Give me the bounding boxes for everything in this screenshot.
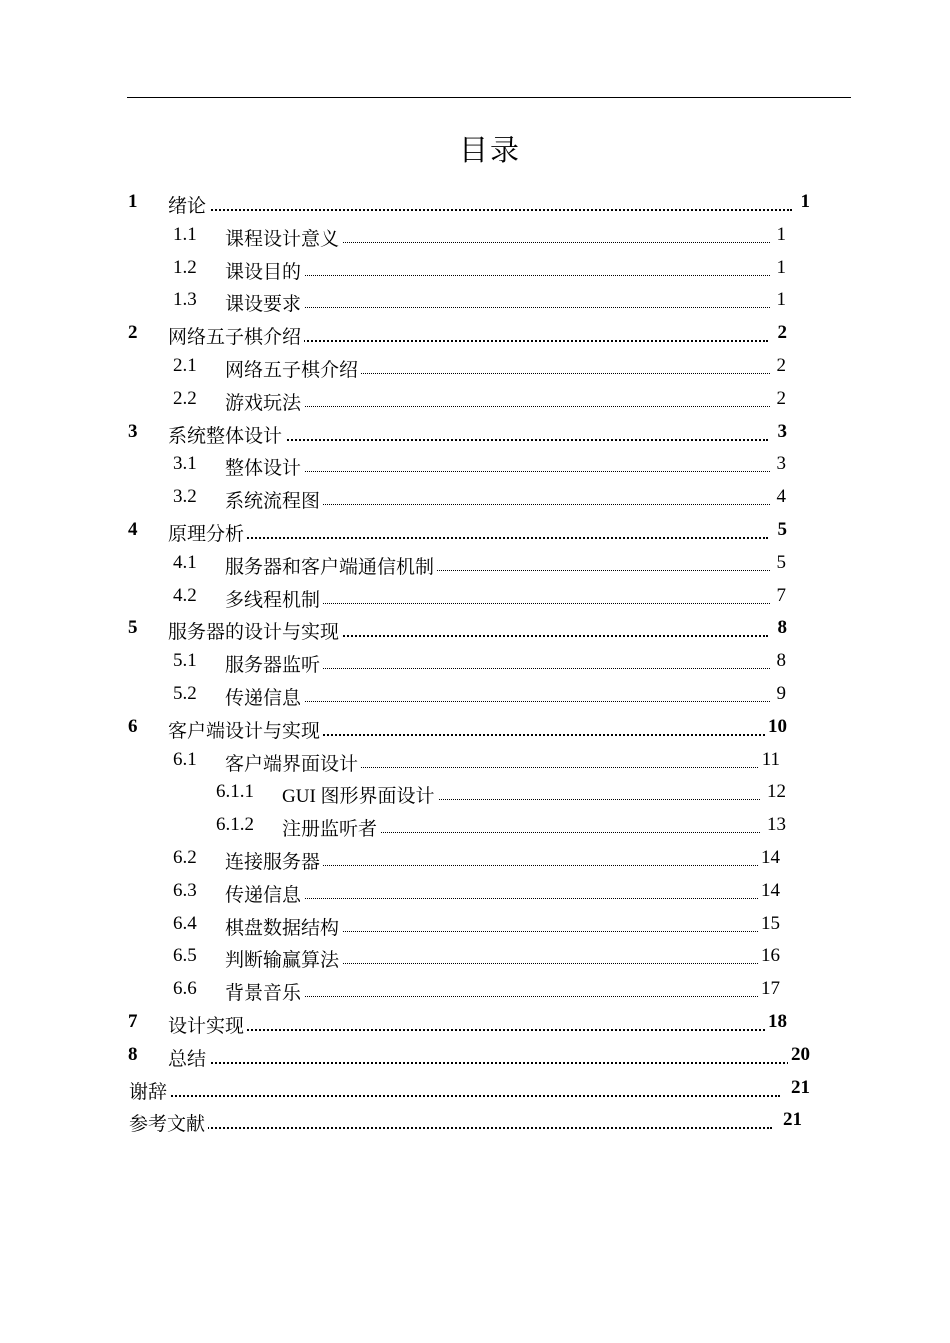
toc-entry-page: 3 [775, 421, 788, 443]
toc-entry-page: 2 [775, 322, 788, 344]
toc-entry-page: 13 [764, 814, 786, 836]
dot-leader [172, 537, 768, 539]
toc-entry-label: 网络五子棋介绍 [225, 355, 361, 382]
toc-entry-label: 整体设计 [225, 453, 304, 480]
toc-entry-label: 课设目的 [225, 257, 304, 284]
toc-entry-label: 谢辞 [129, 1077, 170, 1104]
toc-entry-label: 原理分析 [168, 519, 247, 546]
dot-leader [172, 1029, 768, 1031]
toc-entry-number: 6.4 [173, 912, 197, 934]
toc-entry-number: 5 [128, 617, 138, 639]
toc-entry[interactable] [0, 1105, 950, 1138]
toc-entry[interactable] [0, 1007, 950, 1040]
toc-entry-label: 游戏玩法 [225, 388, 304, 415]
toc-entry[interactable] [0, 482, 950, 515]
toc-entry-number: 2.1 [173, 354, 197, 376]
toc-entry-label: 传递信息 [225, 683, 304, 710]
dot-leader [230, 996, 760, 997]
dot-leader [230, 471, 770, 472]
toc-entry-label: 多线程机制 [225, 585, 323, 612]
table-of-contents [0, 187, 950, 1138]
page-title: 目录 [458, 135, 521, 167]
toc-entry-page: 3 [774, 453, 787, 475]
toc-entry[interactable] [0, 613, 950, 646]
toc-entry[interactable] [0, 220, 950, 253]
dot-leader [230, 701, 770, 702]
toc-entry-page: 5 [774, 552, 787, 574]
toc-entry-label: 课程设计意义 [225, 224, 342, 251]
toc-entry-number: 1.2 [173, 256, 197, 278]
toc-entry-number: 4.2 [173, 584, 197, 606]
toc-entry-number: 6.3 [173, 879, 197, 901]
toc-entry-number: 1.1 [173, 223, 197, 245]
toc-entry-number: 6.1.1 [216, 781, 254, 803]
toc-entry-page: 2 [774, 355, 787, 377]
toc-entry-number: 3.1 [173, 453, 197, 475]
toc-entry-number: 5.1 [173, 650, 197, 672]
toc-entry-label: 服务器的设计与实现 [168, 617, 342, 644]
toc-entry-label: 背景音乐 [225, 978, 304, 1005]
toc-entry-page: 8 [775, 617, 788, 639]
toc-entry-page: 5 [775, 519, 788, 541]
dot-leader [230, 307, 770, 308]
toc-entry-number: 6.1.2 [216, 814, 254, 836]
toc-entry-label: 绪论 [168, 191, 209, 218]
dot-leader [230, 406, 770, 407]
toc-entry-page: 21 [788, 1077, 810, 1099]
toc-entry[interactable] [0, 843, 950, 876]
toc-entry-label: 参考文献 [129, 1109, 208, 1136]
toc-entry[interactable] [0, 876, 950, 909]
toc-entry-number: 4 [128, 518, 138, 540]
toc-entry-number: 6 [128, 715, 138, 737]
toc-entry[interactable] [0, 974, 950, 1007]
toc-entry[interactable] [0, 318, 950, 351]
toc-entry-page: 14 [758, 880, 780, 902]
toc-entry-page: 15 [758, 913, 780, 935]
toc-entry-number: 2 [128, 322, 138, 344]
toc-entry-label: 判断输赢算法 [225, 945, 342, 972]
toc-entry-number: 8 [128, 1043, 138, 1065]
toc-entry-label: 设计实现 [168, 1011, 247, 1038]
toc-entry-label: 棋盘数据结构 [225, 913, 342, 940]
dot-leader [230, 275, 770, 276]
toc-entry-number: 5.2 [173, 682, 197, 704]
dot-leader [132, 1095, 780, 1097]
toc-entry-number: 3 [128, 420, 138, 442]
toc-entry-page: 1 [774, 289, 787, 311]
toc-entry-page: 20 [788, 1044, 810, 1066]
toc-entry[interactable] [0, 679, 950, 712]
toc-entry-page: 9 [774, 683, 787, 705]
toc-entry-page: 4 [774, 486, 787, 508]
toc-entry[interactable] [0, 941, 950, 974]
toc-entry[interactable] [0, 449, 950, 482]
toc-entry-page: 1 [774, 257, 787, 279]
toc-entry-label: 服务器监听 [225, 650, 323, 677]
toc-entry[interactable] [0, 745, 950, 778]
toc-entry[interactable] [0, 581, 950, 614]
toc-entry-number: 6.1 [173, 748, 197, 770]
toc-entry[interactable] [0, 810, 950, 843]
toc-entry-page: 12 [764, 781, 786, 803]
toc-entry[interactable] [0, 417, 950, 450]
toc-entry-page: 8 [774, 650, 787, 672]
toc-entry-number: 1 [128, 191, 138, 212]
toc-entry[interactable] [0, 1040, 950, 1073]
toc-entry[interactable] [0, 515, 950, 548]
toc-entry-number: 6.6 [173, 978, 197, 1000]
header-rule [127, 97, 851, 98]
toc-entry-page: 1 [798, 191, 811, 213]
toc-entry-page: 21 [780, 1109, 802, 1131]
toc-entry-number: 6.2 [173, 846, 197, 868]
toc-entry-page: 18 [765, 1011, 787, 1033]
toc-entry[interactable] [0, 712, 950, 745]
toc-entry-label: 网络五子棋介绍 [168, 322, 304, 349]
toc-entry-page: 7 [774, 585, 787, 607]
toc-entry-page: 17 [758, 978, 780, 1000]
toc-entry-number: 6.5 [173, 945, 197, 967]
toc-entry-page: 14 [758, 847, 780, 869]
toc-entry-label: 客户端界面设计 [225, 749, 361, 776]
toc-entry-number: 7 [128, 1010, 138, 1032]
toc-entry-label: GUI 图形界面设计 [282, 781, 438, 808]
dot-leader [132, 1127, 772, 1129]
dot-leader [172, 209, 792, 211]
toc-entry-label: 连接服务器 [225, 847, 323, 874]
toc-entry[interactable] [0, 548, 950, 581]
toc-entry-label: 总结 [168, 1044, 209, 1071]
toc-entry[interactable] [0, 646, 950, 679]
toc-entry-page: 10 [765, 716, 787, 738]
toc-entry-number: 4.1 [173, 551, 197, 573]
toc-entry-label: 系统流程图 [225, 486, 323, 513]
dot-leader [172, 1062, 792, 1064]
toc-entry[interactable] [0, 253, 950, 286]
toc-entry-label: 注册监听者 [282, 814, 380, 841]
toc-entry-page: 16 [758, 945, 780, 967]
toc-entry-page: 11 [759, 749, 780, 771]
toc-entry[interactable] [0, 1073, 950, 1106]
toc-entry-page: 2 [774, 388, 787, 410]
toc-entry[interactable] [0, 187, 950, 220]
toc-entry-number: 2.2 [173, 387, 197, 409]
toc-entry[interactable] [0, 909, 950, 942]
dot-leader [230, 898, 760, 899]
toc-entry-label: 课设要求 [225, 289, 304, 316]
toc-entry[interactable] [0, 777, 950, 810]
toc-entry[interactable] [0, 351, 950, 384]
toc-entry-label: 服务器和客户端通信机制 [225, 552, 437, 579]
toc-entry[interactable] [0, 384, 950, 417]
toc-entry-label: 传递信息 [225, 880, 304, 907]
toc-entry-page: 1 [774, 224, 787, 246]
toc-entry-number: 3.2 [173, 486, 197, 508]
toc-entry[interactable] [0, 285, 950, 318]
toc-entry-label: 客户端设计与实现 [168, 716, 323, 743]
toc-entry-label: 系统整体设计 [168, 421, 285, 448]
toc-entry-number: 1.3 [173, 289, 197, 311]
